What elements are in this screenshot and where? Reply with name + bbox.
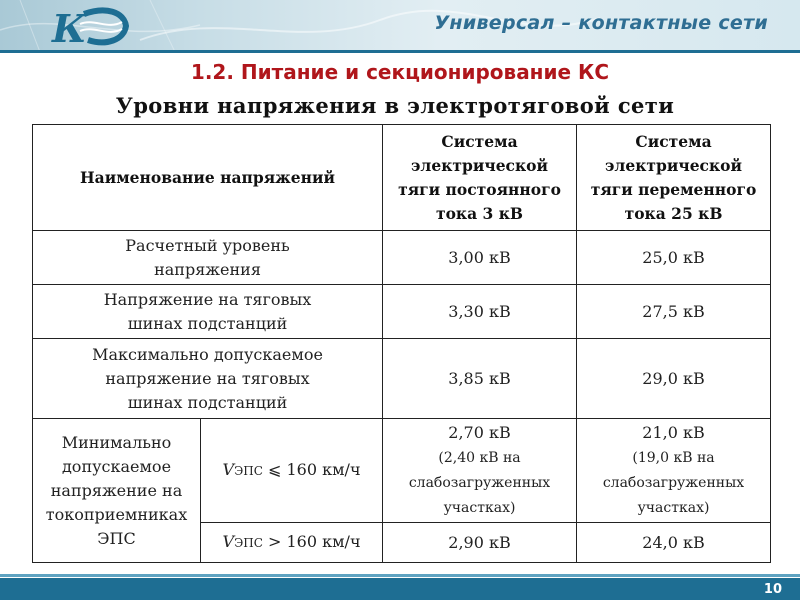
footer-stripe: [0, 574, 800, 577]
dc-min-value-cell: 2,70 кВ (2,40 кВ на слабозагруженных участках): [383, 419, 577, 523]
ac-min-value-cell: 21,0 кВ (19,0 кВ на слабозагруженных участках): [577, 419, 771, 523]
header-divider: [0, 50, 800, 53]
ac-value-cell: 29,0 кВ: [577, 339, 771, 419]
row-name-cell: Максимально допускаемое напряжение на тяговых шинах подстанций: [33, 339, 383, 419]
app-title: Универсал – контактные сети: [434, 12, 768, 34]
dc-min-value-cell: 2,90 кВ: [383, 523, 577, 563]
page-number: 10: [763, 582, 782, 597]
footer-band: [0, 578, 800, 600]
ac-value-cell: 27,5 кВ: [577, 285, 771, 339]
header-cell-name: Наименование напряжений: [33, 125, 383, 231]
dc-value-cell: 3,30 кВ: [383, 285, 577, 339]
table-row: [33, 285, 771, 339]
header-band: [0, 0, 800, 52]
ac-value-cell: 25,0 кВ: [577, 231, 771, 285]
header-cell-dc: Система электрической тяги постоянного тока 3 кВ: [383, 125, 577, 231]
table-row: [33, 231, 771, 285]
page-title: Уровни напряжения в электротяговой сети: [115, 93, 675, 118]
voltage-levels-table: [32, 124, 771, 563]
dc-value-cell: 3,00 кВ: [383, 231, 577, 285]
row-name-cell: Расчетный уровень напряжения: [33, 231, 383, 285]
speed-condition-low: VЭПС ⩽ 160 км/ч: [201, 419, 383, 523]
row-name-cell: Напряжение на тяговых шинах подстанций: [33, 285, 383, 339]
min-voltage-name-cell: Минимально допускаемое напряжение на токоприемниках ЭПС: [33, 419, 201, 563]
company-logo-icon: [50, 4, 130, 50]
header-cell-ac: Система электрической тяги переменного тока 25 кВ: [577, 125, 771, 231]
ac-min-value-cell: 24,0 кВ: [577, 523, 771, 563]
table-header-row: [33, 125, 771, 231]
section-title: 1.2. Питание и секционирование КС: [190, 60, 610, 84]
table-row: [33, 339, 771, 419]
dc-value-cell: 3,85 кВ: [383, 339, 577, 419]
table-row-min-voltage: [33, 419, 771, 523]
speed-condition-high: VЭПС > 160 км/ч: [201, 523, 383, 563]
svg-text:К: К: [52, 6, 87, 50]
